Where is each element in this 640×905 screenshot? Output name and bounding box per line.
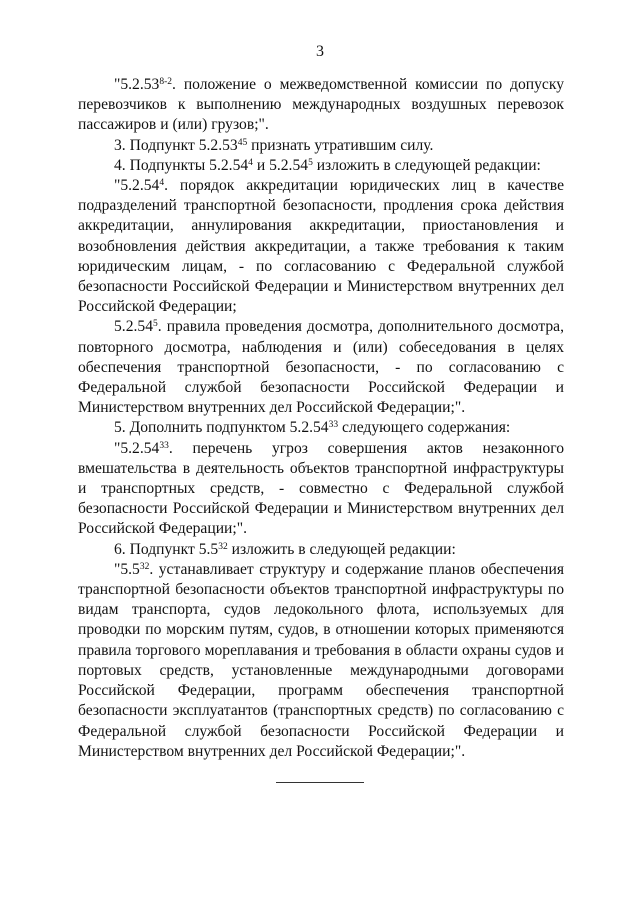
superscript: 5 bbox=[152, 319, 158, 330]
paragraph-text: "5.2.54 bbox=[114, 439, 160, 457]
paragraph-text: 4. Подпункты 5.2.54 bbox=[114, 156, 249, 174]
paragraph-text: и 5.2.54 bbox=[252, 156, 309, 174]
paragraph-text: 5.2.54 bbox=[114, 318, 153, 336]
paragraph-text: 5. Дополнить подпунктом 5.2.54 bbox=[114, 419, 329, 437]
superscript: 32 bbox=[139, 561, 150, 572]
paragraph-5-5-32 bbox=[78, 560, 564, 762]
superscript: 32 bbox=[218, 541, 228, 552]
paragraph-text: 6. Подпункт 5.5 bbox=[114, 540, 219, 558]
superscript: 5 bbox=[308, 157, 313, 168]
paragraph-text: . перечень угроз совершения актов незаконного вмешательства в деятельность объектов транспортной инфраструктуры и транспортных средств, - совместно с Федеральной службой безопасности Российской Федерации и Министерством внутренних дел Российской Федерации;". bbox=[78, 439, 564, 538]
superscript: 8-2 bbox=[159, 77, 173, 87]
superscript: 33 bbox=[159, 440, 169, 451]
superscript: 4 bbox=[248, 157, 253, 168]
page-number: 3 bbox=[316, 43, 324, 60]
footer-divider bbox=[276, 782, 364, 783]
paragraph-text: 3. Подпункт 5.2.53 bbox=[114, 136, 238, 154]
paragraph-item-4 bbox=[78, 156, 564, 176]
paragraph-5-2-54-4 bbox=[78, 176, 564, 317]
paragraph-text: . устанавливает структуру и содержание планов обеспечения транспортной безопасности объектов транспортной инфраструктуры по видам транспорта, судов ледокольного флота, используемых для проводки по морским путям, судов, в отношении которых применяются правила торгового мореплавания и требования в области охраны судов и портовых средств, установленные международными договорами Российской Федерации, программ обеспечения транспортной безопасности эксплуатантов (транспортных средств) по согласованию с Федеральной службой безопасности Российской Федерации и Министерством внутренних дел Российской Федерации;". bbox=[78, 560, 564, 760]
paragraph-text: "5.5 bbox=[114, 560, 140, 578]
paragraph-text: . порядок аккредитации юридических лиц в качестве подразделений транспортной безопасности, продления срока действия аккредитации, аннулирования аккредитации, приостановления и возобновления действия аккредитации, а также требования к таким юридическим лицам, - по согласованию с Федеральной службой безопасности Российской Федерации и Министерством внутренних дел Российской Федерации; bbox=[78, 177, 564, 316]
superscript: 4 bbox=[159, 178, 165, 189]
paragraph-text: изложить в следующей редакции: bbox=[227, 540, 456, 558]
paragraph-item-6 bbox=[78, 540, 564, 560]
paragraph-5-2-54-5 bbox=[78, 317, 564, 418]
paragraph-text: "5.2.54 bbox=[114, 177, 160, 195]
paragraph-text: изложить в следующей редакции: bbox=[312, 156, 541, 174]
document-body bbox=[78, 75, 564, 762]
paragraph-text: следующего содержания: bbox=[338, 419, 511, 437]
superscript: 33 bbox=[328, 420, 339, 431]
paragraph-5-2-53-8-2 bbox=[78, 75, 564, 136]
paragraph-item-3 bbox=[78, 136, 564, 156]
paragraph-text: . правила проведения досмотра, дополнительного досмотра, повторного досмотра, наблюдения и (или) собеседования в целях обеспечения транспортной безопасности, - по согласованию с Федеральной службой безопасности Российской Федерации и Министерством внутренних дел Российской Федерации;". bbox=[78, 318, 564, 417]
superscript: 45 bbox=[237, 137, 248, 148]
paragraph-5-2-54-33 bbox=[78, 439, 564, 540]
paragraph-text: "5.2.53 bbox=[114, 76, 160, 93]
paragraph-text: . положение о межведомственной комиссии по допуску перевозчиков к выполнению международных воздушных перевозок пассажиров и (или) грузов;". bbox=[78, 76, 564, 134]
paragraph-text: признать утратившим силу. bbox=[247, 136, 434, 154]
paragraph-item-5 bbox=[78, 418, 564, 438]
